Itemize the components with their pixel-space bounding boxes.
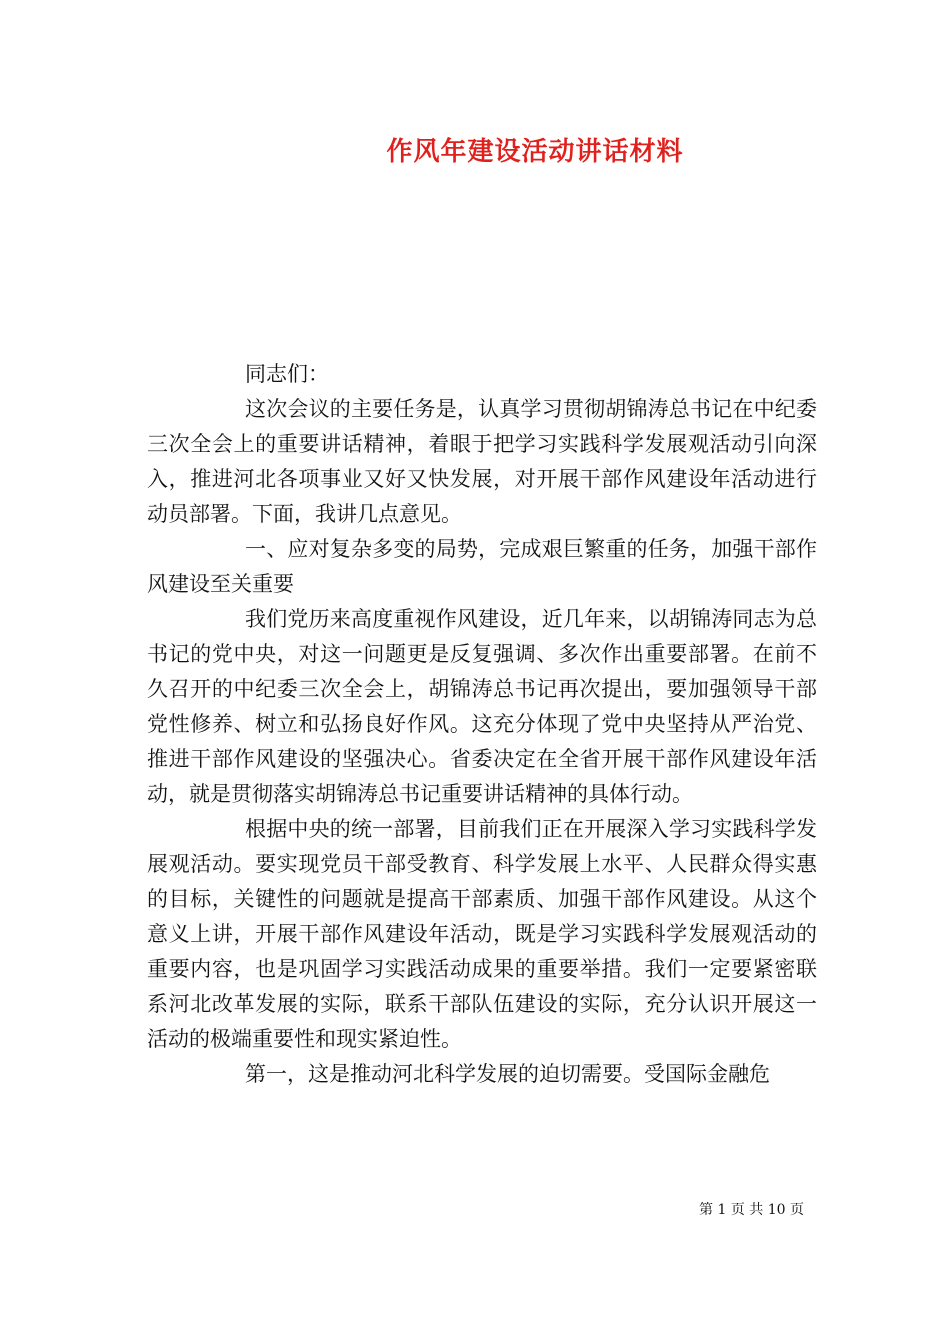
salutation-paragraph: 同志们： <box>245 362 329 386</box>
body-paragraph: 第一，这是推动河北科学发展的迫切需要。受国际金融危 <box>245 1062 770 1086</box>
document-body <box>147 357 817 1092</box>
document-title: 作风年建设活动讲话材料 <box>386 137 684 167</box>
body-paragraph: 我们党历来高度重视作风建设，近几年来，以胡锦涛同志为总书记的党中央，对这一问题更是反复强调、多次作出重要部署。在前不久召开的中纪委三次全会上，胡锦涛总书记再次提出，要加强领导干部党性修养、树立和弘扬良好作风。这充分体现了党中央坚持从严治党、推进干部作风建设的坚强决心。省委决定在全省开展干部作风建设年活动，就是贯彻落实胡锦涛总书记重要讲话精神的具体行动。 <box>147 607 817 806</box>
section-heading-paragraph: 一、应对复杂多变的局势，完成艰巨繁重的任务，加强干部作风建设至关重要 <box>147 537 817 596</box>
body-paragraph: 这次会议的主要任务是，认真学习贯彻胡锦涛总书记在中纪委三次全会上的重要讲话精神，着眼于把学习实践科学发展观活动引向深入，推进河北各项事业又好又快发展，对开展干部作风建设年活动进行动员部署。下面，我讲几点意见。 <box>147 397 817 526</box>
body-paragraph: 根据中央的统一部署，目前我们正在开展深入学习实践科学发展观活动。要实现党员干部受教育、科学发展上水平、人民群众得实惠的目标，关键性的问题就是提高干部素质、加强干部作风建设。从这个意义上讲，开展干部作风建设年活动，既是学习实践科学发展观活动的重要内容，也是巩固学习实践活动成果的重要举措。我们一定要紧密联系河北改革发展的实际，联系干部队伍建设的实际，充分认识开展这一活动的极端重要性和现实紧迫性。 <box>147 817 817 1051</box>
page-number-footer: 第 1 页 共 10 页 <box>699 1202 804 1218</box>
